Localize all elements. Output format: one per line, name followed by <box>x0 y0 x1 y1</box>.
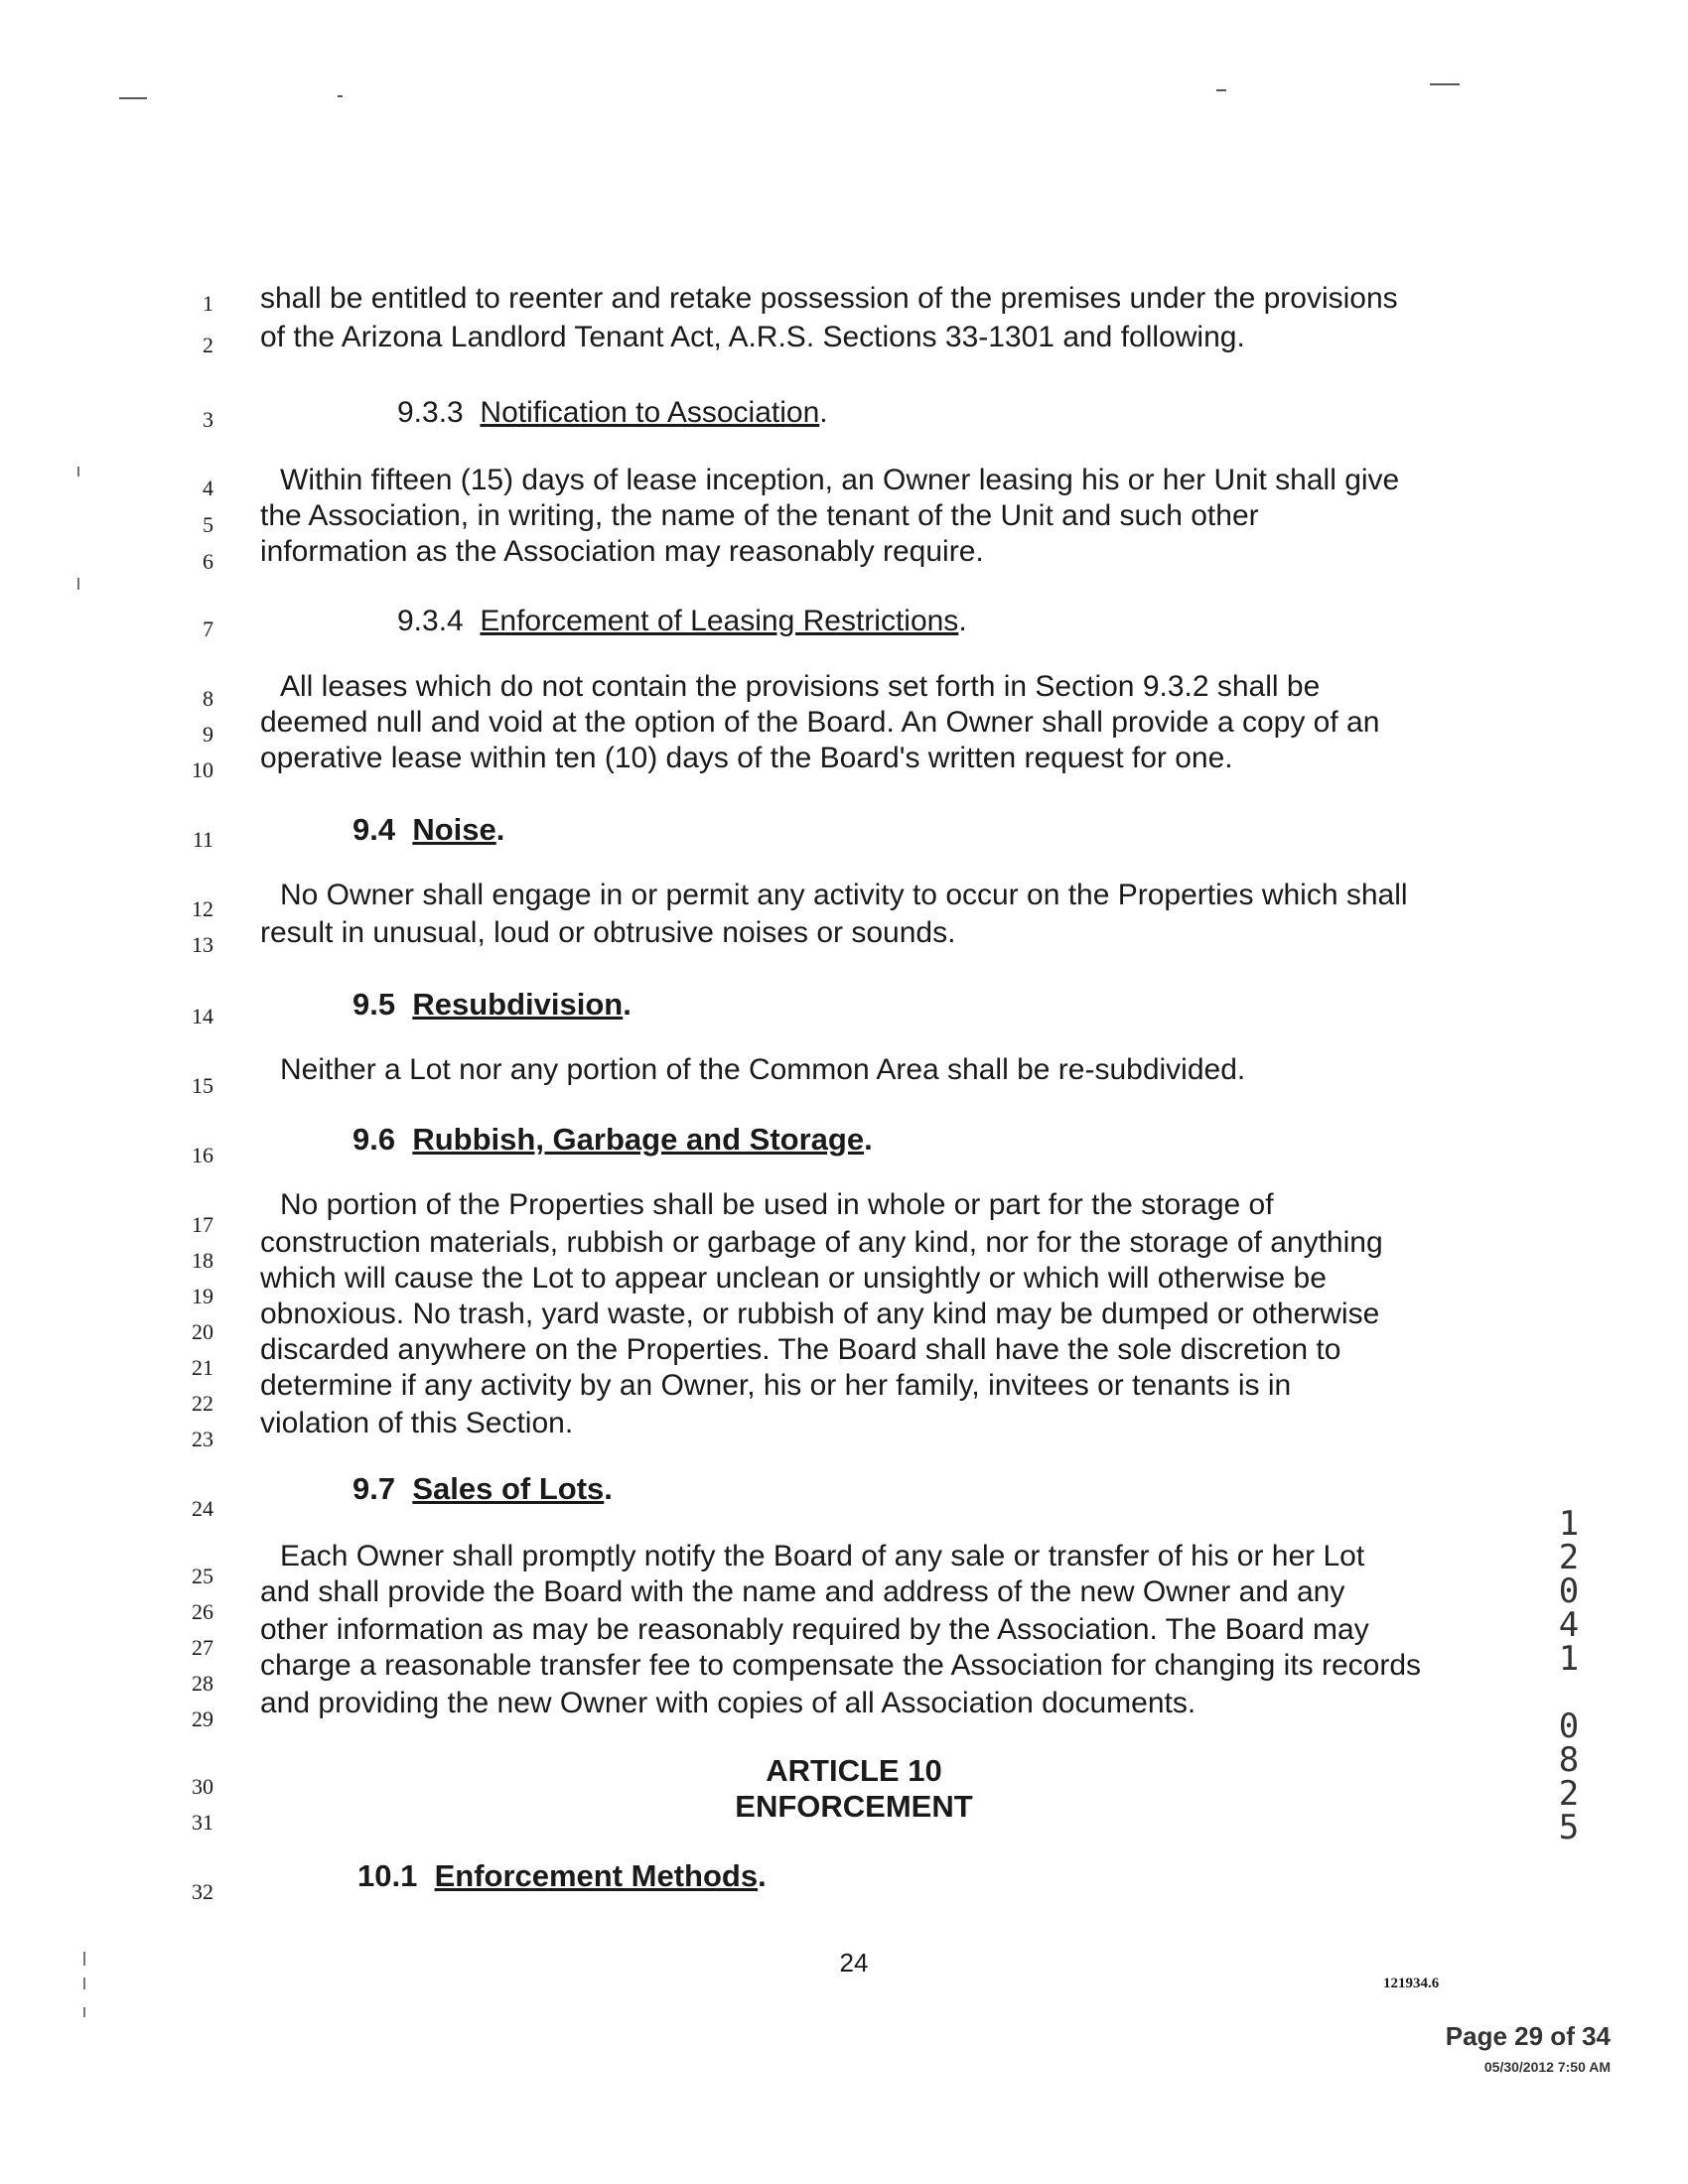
body-line: which will cause the Lot to appear unclean or unsightly or which will otherwise be <box>260 1262 1327 1295</box>
line-number: 2 <box>203 333 213 357</box>
page-counter: Page 29 of 34 <box>1445 2021 1611 2051</box>
line-number: 15 <box>192 1073 213 1098</box>
subsection-number: 9.3.3 <box>397 396 464 429</box>
body-line: and shall provide the Board with the name and address of the new Owner and any <box>260 1575 1345 1608</box>
section-title: Resubdivision <box>412 987 624 1022</box>
line-number: 30 <box>192 1774 213 1799</box>
section-title: Rubbish, Garbage and Storage <box>412 1122 865 1157</box>
article-title: ENFORCEMENT <box>735 1789 973 1824</box>
section-title: Sales of Lots <box>412 1471 605 1506</box>
body-line: violation of this Section. <box>260 1407 574 1439</box>
scan-mark <box>77 578 79 590</box>
recording-digit: 1 <box>1558 1639 1580 1679</box>
line-number: 21 <box>192 1355 213 1380</box>
line-number: 7 <box>203 616 213 641</box>
heading-period: . <box>864 1122 873 1157</box>
line-number: 6 <box>203 549 213 574</box>
heading-period: . <box>623 987 632 1022</box>
body-line: obnoxious. No trash, yard waste, or rubbish of any kind may be dumped or otherwise <box>260 1297 1380 1330</box>
body-line: shall be entitled to reenter and retake possession of the premises under the provisions <box>260 282 1398 315</box>
recording-number <box>1549 1504 1589 1847</box>
body-line: the Association, in writing, the name of the tenant of the Unit and such other <box>260 499 1259 532</box>
section-heading <box>352 812 504 848</box>
body-line: No portion of the Properties shall be used in whole or part for the storage of <box>280 1188 1274 1221</box>
line-number: 16 <box>192 1143 213 1167</box>
section-heading <box>352 1471 613 1507</box>
line-number: 27 <box>192 1635 213 1660</box>
heading-period: . <box>958 605 967 637</box>
line-number: 8 <box>203 686 213 711</box>
heading-period: . <box>604 1471 613 1506</box>
recording-digit: 2 <box>1558 1538 1580 1577</box>
recording-gap <box>1549 1676 1589 1709</box>
line-number: 12 <box>192 896 213 921</box>
line-number: 19 <box>192 1284 213 1308</box>
body-line: other information as may be reasonably required by the Association. The Board may <box>260 1613 1369 1646</box>
body-line: Neither a Lot nor any portion of the Common Area shall be re-subdivided. <box>280 1053 1246 1086</box>
section-number: 9.6 <box>352 1122 396 1157</box>
body-line: result in unusual, loud or obtrusive noises or sounds. <box>260 916 956 949</box>
scan-mark <box>338 95 343 97</box>
scan-mark <box>83 1952 85 1966</box>
line-number: 9 <box>203 722 213 747</box>
recording-digit: 5 <box>1558 1808 1580 1847</box>
line-number: 5 <box>203 512 213 537</box>
article-number: ARTICLE 10 <box>766 1753 942 1788</box>
line-number: 18 <box>192 1248 213 1273</box>
document-id: 121934.6 <box>1383 1976 1440 1991</box>
line-number: 32 <box>192 1879 213 1904</box>
subsection-number: 9.3.4 <box>397 605 464 637</box>
line-number: 14 <box>192 1004 213 1028</box>
heading-period: . <box>819 396 828 429</box>
section-title: Enforcement Methods <box>434 1858 759 1893</box>
body-line: All leases which do not contain the provisions set forth in Section 9.3.2 shall be <box>280 670 1321 703</box>
subsection-heading <box>397 395 828 431</box>
body-line: and providing the new Owner with copies of all Association documents. <box>260 1687 1196 1719</box>
section-heading <box>352 1122 873 1158</box>
line-number: 24 <box>192 1496 213 1521</box>
line-number: 22 <box>192 1391 213 1416</box>
section-number: 9.5 <box>352 987 396 1022</box>
timestamp: 05/30/2012 7:50 AM <box>1483 2059 1611 2075</box>
line-number: 25 <box>192 1564 213 1588</box>
line-number: 10 <box>192 757 213 782</box>
body-line: construction materials, rubbish or garbage of any kind, nor for the storage of anything <box>260 1226 1383 1259</box>
body-line: discarded anywhere on the Properties. The Board shall have the sole discretion to <box>260 1333 1341 1366</box>
section-number: 9.4 <box>352 812 396 847</box>
section-number: 9.7 <box>352 1471 396 1506</box>
section-heading <box>357 1858 767 1894</box>
scan-mark <box>77 467 79 477</box>
line-number: 26 <box>192 1599 213 1624</box>
recording-digit: 2 <box>1558 1774 1580 1814</box>
heading-period: . <box>758 1858 767 1893</box>
subsection-title: Notification to Association <box>480 396 820 429</box>
body-line: information as the Association may reasonably require. <box>260 535 984 568</box>
body-line: deemed null and void at the option of the Board. An Owner shall provide a copy of an <box>260 706 1380 739</box>
line-number: 4 <box>203 476 213 500</box>
line-number: 29 <box>192 1706 213 1731</box>
section-title: Noise <box>412 812 496 847</box>
body-line: of the Arizona Landlord Tenant Act, A.R.S. Sections 33-1301 and following. <box>260 321 1245 353</box>
section-number: 10.1 <box>357 1858 418 1893</box>
recording-digit: 4 <box>1558 1605 1580 1645</box>
recording-digit: 0 <box>1558 1706 1580 1746</box>
body-line: No Owner shall engage in or permit any activity to occur on the Properties which shall <box>280 879 1408 911</box>
body-line: determine if any activity by an Owner, his or her family, invitees or tenants is in <box>260 1369 1292 1402</box>
recording-digit: 1 <box>1558 1504 1580 1544</box>
scan-mark <box>83 1978 85 1989</box>
body-line: Each Owner shall promptly notify the Board of any sale or transfer of his or her Lot <box>280 1540 1365 1572</box>
scan-mark <box>83 2007 85 2017</box>
scan-mark <box>1430 83 1460 85</box>
line-number: 23 <box>192 1427 213 1451</box>
line-number: 20 <box>192 1319 213 1344</box>
line-number: 28 <box>192 1671 213 1696</box>
page-number: 24 <box>839 1948 869 1978</box>
scan-mark <box>119 97 147 99</box>
subsection-title: Enforcement of Leasing Restrictions <box>480 605 959 637</box>
line-number: 11 <box>192 827 213 852</box>
recording-digit: 0 <box>1558 1571 1580 1611</box>
line-number: 1 <box>203 291 213 316</box>
line-number: 13 <box>192 932 213 957</box>
line-number: 3 <box>203 407 213 432</box>
body-line: charge a reasonable transfer fee to compensate the Association for changing its records <box>260 1649 1422 1682</box>
subsection-heading <box>397 604 967 639</box>
heading-period: . <box>495 812 505 847</box>
body-line: operative lease within ten (10) days of the Board's written request for one. <box>260 742 1233 774</box>
line-number: 31 <box>192 1810 213 1835</box>
recording-digit: 8 <box>1558 1740 1580 1780</box>
scan-mark <box>1216 89 1226 91</box>
line-number: 17 <box>192 1212 213 1237</box>
section-heading <box>352 987 632 1023</box>
body-line: Within fifteen (15) days of lease inception, an Owner leasing his or her Unit shall give <box>280 464 1400 496</box>
